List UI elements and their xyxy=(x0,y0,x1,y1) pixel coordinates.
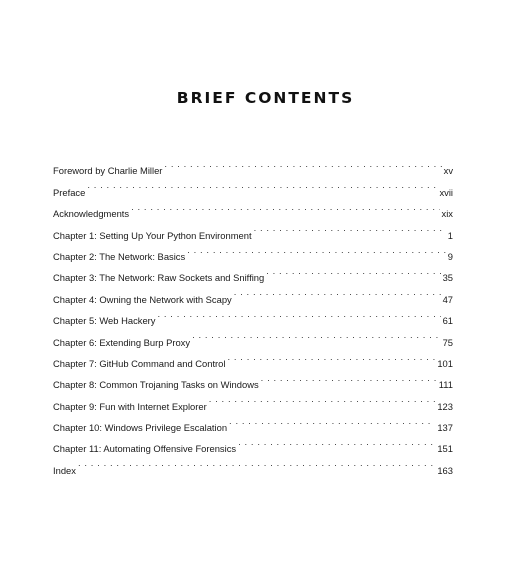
toc-dot-leader xyxy=(157,303,440,324)
toc-dot-leader xyxy=(87,174,437,195)
toc-entry-page: 75 xyxy=(442,336,453,348)
toc-dot-leader xyxy=(227,346,435,367)
toc-dot-leader xyxy=(229,410,435,431)
toc-entry-page: 1 xyxy=(447,229,453,241)
toc-entry-label: Chapter 10: Windows Privilege Escalation xyxy=(53,422,228,434)
toc-dot-leader xyxy=(238,431,435,452)
toc-entry-label: Index xyxy=(53,464,76,476)
table-of-contents xyxy=(53,153,453,474)
page-title: BRIEF CONTENTS xyxy=(176,89,355,107)
toc-entry-page: 137 xyxy=(437,422,453,434)
toc-entry-page: xv xyxy=(443,165,453,177)
toc-entry-label: Acknowledgments xyxy=(53,208,130,220)
toc-dot-leader xyxy=(254,217,446,238)
toc-entry-page: 111 xyxy=(438,379,453,391)
toc-entry-label: Chapter 9: Fun with Internet Explorer xyxy=(53,400,207,412)
toc-entry-page: 123 xyxy=(437,400,453,412)
toc-entry-label: Preface xyxy=(53,186,86,198)
toc-dot-leader xyxy=(266,260,440,281)
toc-dot-leader xyxy=(131,196,439,217)
toc-entry-page: 151 xyxy=(437,443,453,455)
toc-entry-page: 35 xyxy=(442,272,453,284)
toc-entry-label: Chapter 11: Automating Offensive Forensics xyxy=(53,443,237,455)
toc-entry-page: 101 xyxy=(437,357,453,369)
toc-entry-page: xvii xyxy=(439,186,453,198)
toc-dot-leader xyxy=(164,153,441,174)
toc-dot-leader xyxy=(192,324,441,345)
toc-entry-label: Chapter 6: Extending Burp Proxy xyxy=(53,336,191,348)
toc-entry-page: 47 xyxy=(442,293,453,305)
toc-dot-leader xyxy=(261,367,437,388)
toc-entry-label: Chapter 3: The Network: Raw Sockets and Sniffing xyxy=(53,272,265,284)
toc-entry xyxy=(53,153,453,177)
toc-entry-label: Chapter 1: Setting Up Your Python Environment xyxy=(53,229,252,241)
toc-entry-label: Chapter 4: Owning the Network with Scapy xyxy=(53,293,232,305)
toc-entry-label: Chapter 5: Web Hackery xyxy=(53,315,156,327)
toc-entry-label: Chapter 8: Common Trojaning Tasks on Windows xyxy=(53,379,259,391)
toc-entry-page: xix xyxy=(441,208,453,220)
toc-dot-leader xyxy=(234,281,441,302)
toc-entry-label: Foreword by Charlie Miller xyxy=(53,165,163,177)
toc-entry-page: 163 xyxy=(437,464,453,476)
toc-entry-label: Chapter 2: The Network: Basics xyxy=(53,250,186,262)
toc-dot-leader xyxy=(187,239,446,260)
toc-entry xyxy=(53,196,453,220)
toc-entry xyxy=(53,174,453,198)
toc-dot-leader xyxy=(78,452,435,473)
toc-entry xyxy=(53,452,453,476)
toc-entry-page: 61 xyxy=(442,315,453,327)
toc-entry-page: 9 xyxy=(447,250,453,262)
toc-dot-leader xyxy=(209,388,436,409)
toc-entry-label: Chapter 7: GitHub Command and Control xyxy=(53,357,226,369)
